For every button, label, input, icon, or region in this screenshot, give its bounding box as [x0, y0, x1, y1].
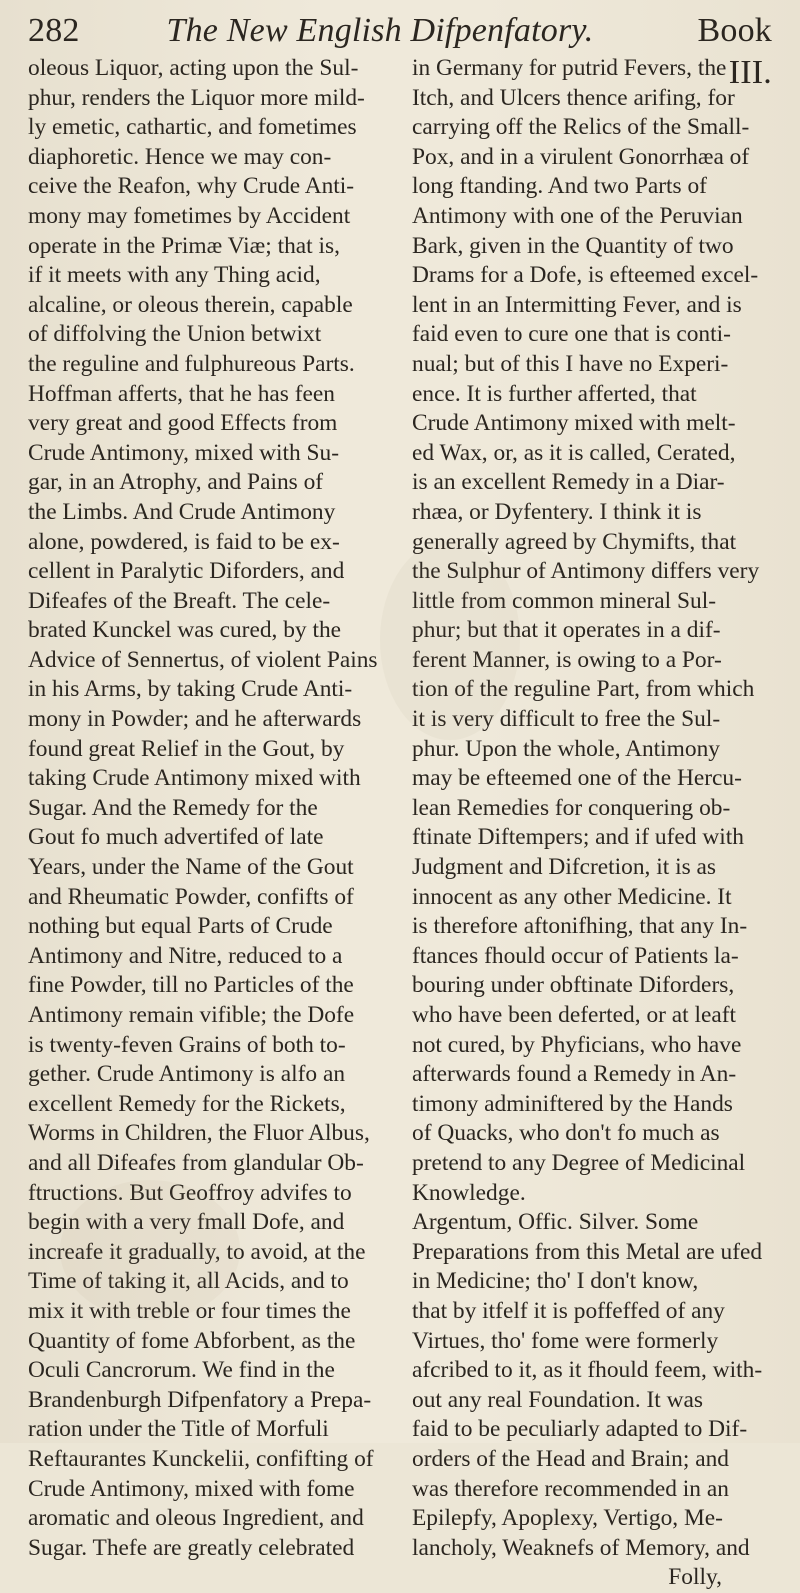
text-line: nual; but of this I have no Experi- — [412, 350, 729, 377]
text-line: orders of the Head and Brain; and — [412, 1445, 729, 1472]
text-line: ration under the Title of Morfuli — [28, 1416, 329, 1443]
right-column — [412, 54, 772, 1593]
text-line: ftances fhould occur of Patients la- — [412, 942, 739, 969]
text-line: timony adminiftered by the Hands — [412, 1090, 733, 1117]
text-line: phur, renders the Liquor more mild- — [28, 84, 365, 111]
text-line: in Medicine; tho' I don't know, — [412, 1268, 699, 1295]
book-part: Book III. — [697, 12, 772, 91]
text-line: and Rheumatic Powder, confifts of — [28, 883, 354, 910]
text-line: alone, powdered, is faid to be ex- — [28, 528, 340, 555]
text-line: operate in the Primæ Viæ; that is, — [28, 232, 340, 259]
text-line: afterwards found a Remedy in An- — [412, 1061, 737, 1088]
page-number: 282 — [28, 12, 80, 49]
text-line: Epilepfy, Apoplexy, Vertigo, Me- — [412, 1505, 723, 1532]
text-line: ftructions. But Geoffroy advifes to — [28, 1179, 352, 1206]
text-line: Reftaurantes Kunckelii, confifting of — [28, 1445, 374, 1472]
text-line: Crude Antimony mixed with melt- — [412, 410, 736, 437]
text-line: Antimony and Nitre, reduced to a — [28, 942, 343, 969]
text-line: fine Powder, till no Particles of the — [28, 972, 354, 999]
text-columns — [28, 54, 772, 1593]
text-line: not cured, by Phyficians, who have — [412, 1031, 742, 1058]
text-line: is twenty-feven Grains of both to- — [28, 1031, 346, 1058]
text-line: oleous Liquor, acting upon the Sul- — [28, 55, 359, 81]
text-line: taking Crude Antimony mixed with — [28, 765, 361, 792]
text-line: nothing but equal Parts of Crude — [28, 913, 333, 940]
text-line: Time of taking it, all Acids, and to — [28, 1268, 349, 1295]
text-line: found great Relief in the Gout, by — [28, 735, 345, 762]
text-line: Itch, and Ulcers thence arifing, for — [412, 84, 735, 111]
text-line: alcaline, or oleous therein, capable — [28, 291, 353, 318]
text-line: of diffolving the Union betwixt — [28, 321, 322, 348]
text-line: Hoffman afferts, that he has feen — [28, 380, 335, 407]
text-line: excellent Remedy for the Rickets, — [28, 1090, 346, 1117]
text-line: Drams for a Dofe, is efteemed excel- — [412, 262, 759, 289]
text-line: of Quacks, who don't fo much as — [412, 1120, 720, 1147]
text-line: lancholy, Weaknefs of Memory, and — [412, 1534, 750, 1561]
text-line: aromatic and oleous Ingredient, and — [28, 1505, 364, 1532]
text-line: faid to be peculiarly adapted to Dif- — [412, 1416, 748, 1443]
text-line: brated Kunckel was cured, by the — [28, 617, 342, 644]
text-line: ferent Manner, is owing to a Por- — [412, 646, 722, 673]
text-line: Gout fo much advertifed of late — [28, 824, 324, 851]
text-line: the reguline and fulphureous Parts. — [28, 350, 355, 377]
text-line: Virtues, tho' fome were formerly — [412, 1327, 719, 1354]
text-line: Antimony with one of the Peruvian — [412, 202, 743, 229]
text-line: generally agreed by Chymifts, that — [412, 528, 737, 555]
text-line: innocent as any other Medicine. It — [412, 883, 732, 910]
text-line: mony in Powder; and he afterwards — [28, 706, 362, 733]
text-line: tion of the reguline Part, from which — [412, 676, 755, 703]
text-line: the Sulphur of Antimony differs very — [412, 558, 760, 585]
text-line: phur; but that it operates in a dif- — [412, 617, 721, 644]
text-line: Brandenburgh Difpenfatory a Prepa- — [28, 1386, 372, 1413]
text-line: Judgment and Difcretion, it is as — [412, 854, 717, 881]
text-line: gether. Crude Antimony is alfo an — [28, 1061, 346, 1088]
text-line: Difeafes of the Breaft. The cele- — [28, 587, 331, 614]
text-line: mix it with treble or four times the — [28, 1297, 351, 1324]
text-line: lent in an Intermitting Fever, and is — [412, 291, 742, 318]
text-line: Crude Antimony, mixed with fome — [28, 1475, 355, 1502]
text-line: Antimony remain vifible; the Dofe — [28, 1002, 355, 1028]
text-line: ly emetic, cathartic, and fometimes — [28, 114, 357, 141]
text-line: Quantity of fome Abforbent, as the — [28, 1327, 356, 1354]
text-line: gar, in an Atrophy, and Pains of — [28, 469, 324, 496]
text-line: Bark, given in the Quantity of two — [412, 232, 734, 259]
text-line: ed Wax, or, as it is called, Cerated, — [412, 439, 736, 466]
text-line: increafe it gradually, to avoid, at the — [28, 1238, 366, 1265]
text-line: ence. It is further afferted, that — [412, 380, 697, 407]
text-line: long ftanding. And two Parts of — [412, 173, 707, 200]
text-line: Crude Antimony, mixed with Su- — [28, 439, 339, 466]
text-line: the Limbs. And Crude Antimony — [28, 498, 336, 525]
text-line: Oculi Cancrorum. We find in the — [28, 1357, 335, 1384]
left-column — [28, 54, 388, 1593]
text-line: that by itfelf it is poffeffed of any — [412, 1297, 725, 1324]
text-line: Argentum, Offic. Silver. Some — [412, 1209, 699, 1236]
text-line: faid even to cure one that is conti- — [412, 321, 731, 348]
text-line: very great and good Effects from — [28, 410, 338, 437]
text-line: begin with a very fmall Dofe, and — [28, 1209, 345, 1236]
text-line: was therefore recommended in an — [412, 1475, 729, 1502]
text-line: Years, under the Name of the Gout — [28, 854, 354, 881]
text-line: lean Remedies for conquering ob- — [412, 794, 731, 821]
text-line: who have been deferted, or at leaft — [412, 1002, 737, 1028]
text-line: Pox, and in a virulent Gonorrhæa of — [412, 143, 750, 170]
text-line: carrying off the Relics of the Small- — [412, 114, 750, 141]
text-line: afcribed to it, as it fhould feem, with- — [412, 1357, 763, 1384]
text-line: Folly, — [668, 1564, 722, 1591]
text-line: ceive the Reafon, why Crude Anti- — [28, 173, 355, 200]
text-line: if it meets with any Thing acid, — [28, 262, 321, 289]
text-line: Sugar. And the Remedy for the — [28, 794, 318, 821]
text-line: little from common mineral Sul- — [412, 587, 717, 614]
text-line: may be efteemed one of the Hercu- — [412, 765, 742, 792]
text-line: and all Difeafes from glandular Ob- — [28, 1149, 364, 1176]
text-line: phur. Upon the whole, Antimony — [412, 735, 720, 762]
text-line: diaphoretic. Hence we may con- — [28, 143, 332, 170]
text-line: out any real Foundation. It was — [412, 1386, 704, 1413]
text-line: ftinate Diftempers; and if ufed with — [412, 824, 744, 851]
text-line: is an excellent Remedy in a Diar- — [412, 469, 725, 496]
text-line: Advice of Sennertus, of violent Pains — [28, 646, 378, 673]
text-line: rhæa, or Dyfentery. I think it is — [412, 498, 702, 525]
text-line: cellent in Paralytic Diforders, and — [28, 558, 345, 585]
text-line: in his Arms, by taking Crude Anti- — [28, 676, 353, 703]
text-line: mony may fometimes by Accident — [28, 202, 351, 229]
book-title: The New English Difpenfatory. — [166, 12, 594, 49]
text-line: it is very difficult to free the Sul- — [412, 706, 721, 733]
text-line: Worms in Children, the Fluor Albus, — [28, 1120, 370, 1147]
text-line: is therefore aftonifhing, that any In- — [412, 913, 748, 940]
text-line: Knowledge. — [412, 1179, 526, 1206]
text-line: Sugar. Thefe are greatly celebrated — [28, 1534, 355, 1561]
text-line: bouring under obftinate Diforders, — [412, 972, 735, 999]
text-line: in Germany for putrid Fevers, the — [412, 55, 727, 81]
text-line: pretend to any Degree of Medicinal — [412, 1149, 746, 1176]
text-line: Preparations from this Metal are ufed — [412, 1238, 763, 1265]
